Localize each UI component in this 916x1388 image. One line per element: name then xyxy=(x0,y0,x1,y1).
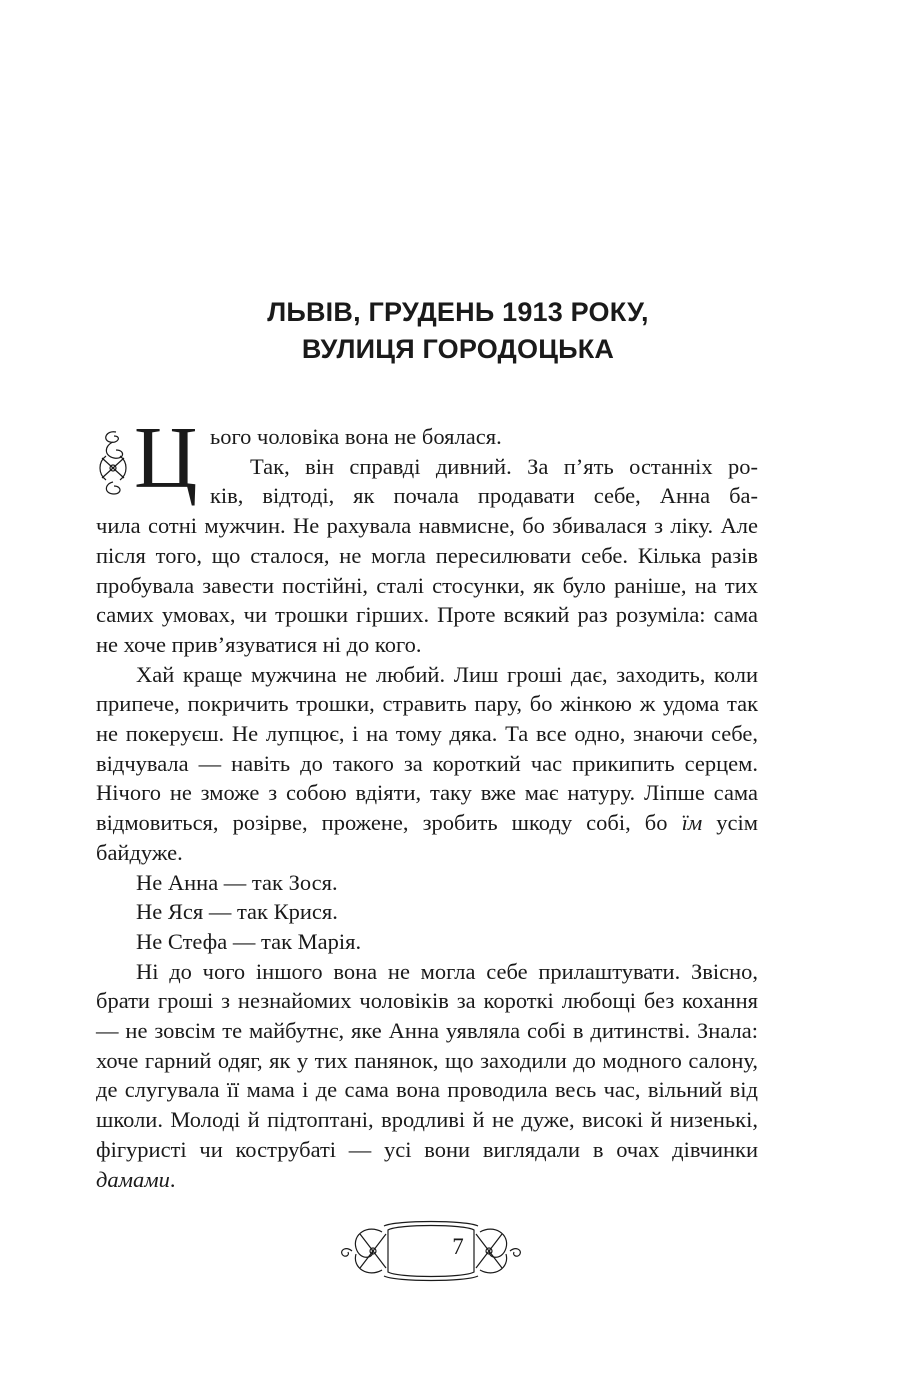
paragraph-continuation: чила сотні мужчин. Не рахувала навмисне, бо збивалася з ліку. Але після того, що сталося, не могла пересилювати себе. Кілька разів пробувала завести постійні, сталі стосунки, як було раніше, на тих самих умовах, чи трошки гірших. Проте всякий раз розуміла: сама не хоче прив’язуватися ні до кого. xyxy=(96,513,758,657)
paragraph-continuation: ків, відтоді, як почала продавати себе, Анна ба- xyxy=(210,483,758,509)
emphasis: їм xyxy=(681,810,703,836)
page-number: 7 xyxy=(452,1234,464,1259)
chapter-heading-line-2: ВУЛИЦЯ ГОРОДОЦЬКА xyxy=(301,334,615,364)
paragraph: Ні до чого іншого вона не могла себе прилаштувати. Звісно, брати гроші з незнайомих чоловіків за короткі любощі без кохання — не зовсім те майбутнє, яке Анна уявляла собі в дитинстві. Знала: хоче гарний одяг, як у тих панянок, що заходили до модного салону, де слугувала її мама і де сама вона проводила весь час, вільний від школи. Молоді й підтоптані, вродливі й не дуже, високі й низенькі, фігуристі чи кострубаті — усі вони виглядали в очах дівчинки дамами. xyxy=(96,958,758,1192)
paragraph: ього чоловіка вона не боялася. xyxy=(210,424,502,449)
paragraph: Не Анна — так Зося. xyxy=(136,869,338,895)
chapter-heading-line-1: ЛЬВІВ, ГРУДЕНЬ 1913 РОКУ, xyxy=(267,297,649,327)
emphasis: дамами xyxy=(96,1166,170,1192)
body-text xyxy=(96,422,758,1194)
drop-cap: Ц xyxy=(134,410,198,507)
paragraph: Хай краще мужчина не любий. Лиш гроші дає, заходить, коли припече, покричить трошки, стравить пару, бо жінкою ж удома так не покеруєш. Не лупцює, і на тому дяка. Та все одно, знаючи себе, відчувала — навіть до такого за короткий час прикипить серцем. Нічого не зможе з собою вдіяти, таку вже має натуру. Ліпше сама відмовиться, розірве, прожене, зробить шкоду собі, бо їм усім байдуже. xyxy=(96,661,758,865)
paragraph: Не Яся — так Крися. xyxy=(136,899,338,925)
paragraph: Так, він справді дивний. За п’ять останніх ро- xyxy=(250,453,758,479)
paragraph: Не Стефа — так Марія. xyxy=(136,928,362,954)
chapter-heading xyxy=(0,294,916,368)
